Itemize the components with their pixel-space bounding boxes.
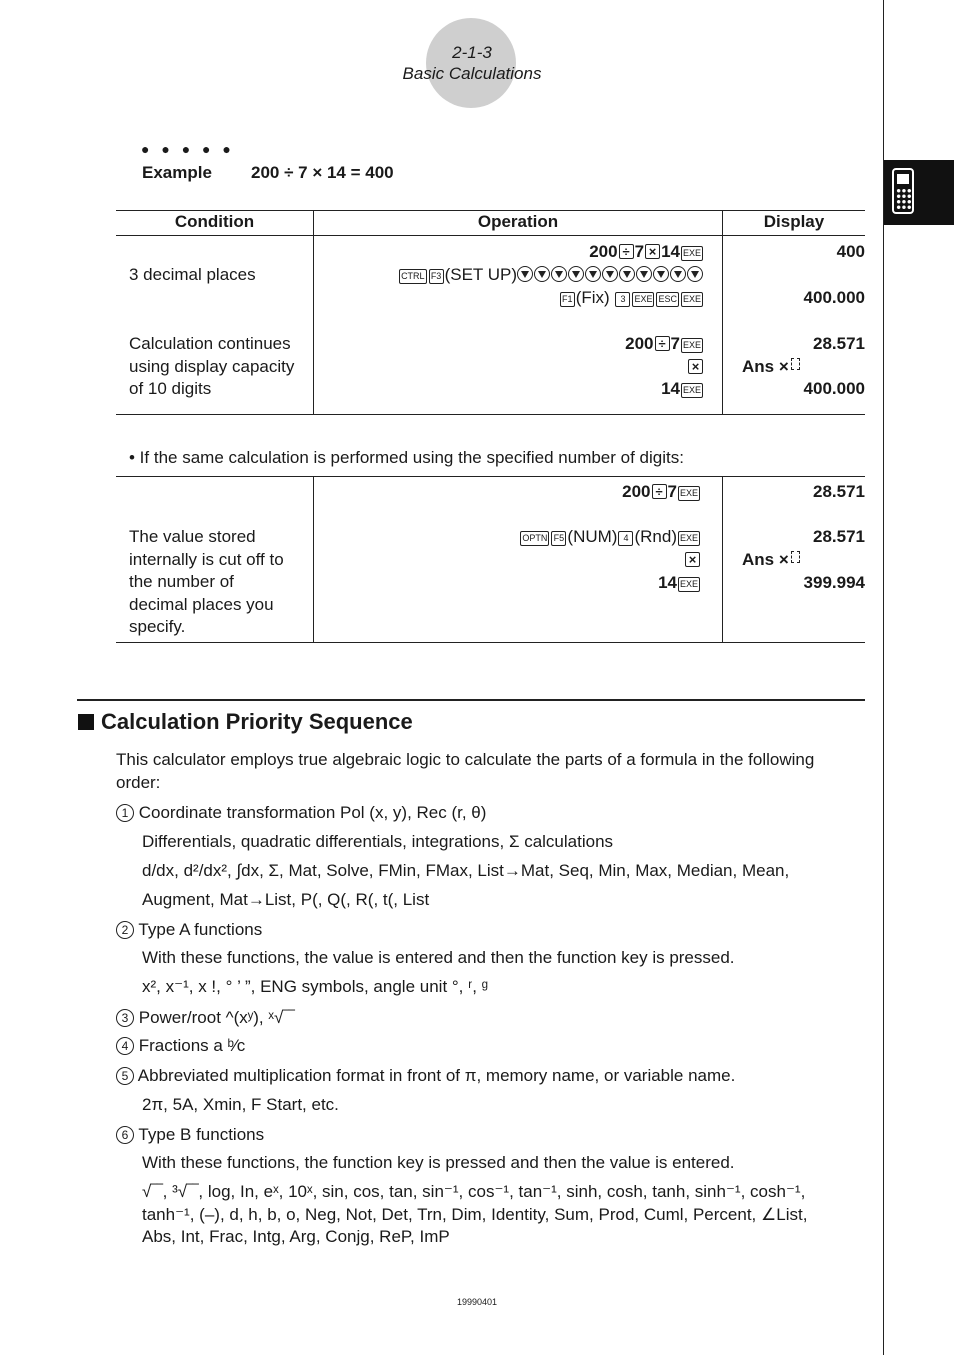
display-t2-line3: Ans ×: [742, 549, 800, 572]
exe-key: EXE: [678, 531, 700, 546]
priority-item-1-line1: Differentials, quadratic differentials, integrations, Σ calculations: [142, 832, 614, 851]
priority-item-1: 1 Coordinate transformation Pol (x, y), Rec (r, θ): [116, 801, 486, 824]
cursor-down-icon: [636, 266, 652, 282]
cursor-down-icon: [619, 266, 635, 282]
operation-t2-line3: [314, 549, 701, 572]
f5-key: F5: [551, 531, 566, 546]
display-row1-line3: 400.000: [803, 288, 865, 307]
example-expression: 200 ÷ 7 × 14 = 400: [251, 163, 394, 182]
priority-item-6-line2: √‾‾, ³√‾‾, log, In, eˣ, 10ˣ, sin, cos, tan, sin⁻¹, cos⁻¹, tan⁻¹, sinh, cosh, tanh, sinh⁻¹, cosh⁻¹,: [142, 1182, 806, 1201]
cursor-down-icon: [687, 266, 703, 282]
cursor-down-icon: [602, 266, 618, 282]
display-row1-line1: 400: [836, 242, 865, 261]
example-label: Example: [142, 163, 212, 182]
multiply-key: ×: [685, 552, 700, 567]
multiply-key: ×: [688, 359, 703, 374]
priority-item-6: 6 Type B functions: [116, 1123, 264, 1146]
display-t2-line2: 28.571: [813, 527, 865, 546]
priority-item-1-line2: d/dx, d²/dx², ∫dx, Σ, Mat, Solve, FMin, FMax, List→Mat, Seq, Min, Max, Median, Mean,: [142, 861, 790, 880]
cursor-box-icon: [791, 358, 800, 370]
operation-row2-line2: [314, 356, 704, 379]
priority-item-3: 3 Power/root ^(xʸ), ˣ√‾‾: [116, 1006, 295, 1029]
exe-key: EXE: [681, 246, 703, 261]
header-operation: Operation: [477, 212, 559, 231]
cursor-down-icon: [653, 266, 669, 282]
multiply-key: ×: [645, 244, 660, 259]
display-row2-line1: 28.571: [813, 334, 865, 353]
chapter-tab: [884, 160, 954, 225]
header-circle: [426, 18, 516, 108]
priority-item-5-line1: 2π, 5A, Xmin, F Start, etc.: [142, 1095, 339, 1114]
condition-rounding: The value stored internally is cut off to the number of decimal places you specify.: [129, 527, 284, 636]
cursor-down-icon: [534, 266, 550, 282]
example-dots: ● ● ● ● ●: [141, 141, 235, 157]
condition-row2: Calculation continues using display capacity of 10 digits: [129, 334, 295, 398]
header-display: Display: [763, 212, 825, 231]
intro-line1: This calculator employs true algebraic logic to calculate the parts of a formula in the following: [116, 750, 815, 769]
display-row2-line3: 400.000: [803, 379, 865, 398]
key-3: 3: [615, 292, 630, 307]
exe-key: EXE: [681, 292, 703, 307]
header-condition: Condition: [174, 212, 255, 231]
section-rule: [77, 699, 865, 701]
optn-key: OPTN: [520, 531, 549, 546]
cursor-down-icon: [568, 266, 584, 282]
display-t2-line1: 28.571: [813, 482, 865, 501]
display-row2-line2: Ans ×: [742, 356, 800, 379]
key-4: 4: [618, 531, 633, 546]
divide-key: ÷: [655, 336, 670, 351]
exe-key: EXE: [678, 486, 700, 501]
note-text: • If the same calculation is performed using the specified number of digits:: [129, 448, 684, 467]
footer-code: 19990401: [456, 1297, 498, 1307]
exe-key: EXE: [681, 338, 703, 353]
exe-key: EXE: [632, 292, 654, 307]
priority-item-2-line1: With these functions, the value is entered and then the function key is pressed.: [142, 948, 735, 967]
section-header: Basic Calculations: [402, 64, 542, 83]
operation-t2-line2: OPTN F5 (NUM) 4 (Rnd) EXE: [522, 527, 698, 546]
cursor-down-icon: [670, 266, 686, 282]
priority-item-2-line2: x², x⁻¹, x !, ° ’ ”, ENG symbols, angle unit °, ʳ, ᵍ: [142, 977, 489, 996]
display-t2-line4: 399.994: [803, 573, 865, 592]
section-title: Calculation Priority Sequence: [78, 709, 413, 735]
operation-t2-line1: 200 ÷ 7 EXE: [622, 482, 698, 501]
operation-row2-line3: 14 EXE: [661, 379, 701, 398]
ctrl-key: CTRL: [399, 269, 427, 284]
priority-item-6-line1: With these functions, the function key is pressed and then the value is entered.: [142, 1153, 735, 1172]
f3-key: F3: [429, 269, 444, 284]
page-number: 2-1-3: [452, 43, 492, 62]
calculator-icon: [892, 168, 914, 214]
cursor-down-icon: [517, 266, 533, 282]
operation-row1-line1: 200 ÷ 7 × 14 EXE: [589, 242, 701, 261]
priority-item-5: 5 Abbreviated multiplication format in front of π, memory name, or variable name.: [116, 1064, 735, 1087]
priority-item-6-line4: Abs, Int, Frac, Intg, Arg, Conjg, ReP, ImP: [142, 1227, 450, 1246]
exe-key: EXE: [681, 383, 703, 398]
priority-item-1-line3: Augment, Mat→List, P(, Q(, R(, t(, List: [142, 890, 430, 909]
cursor-down-icon: [551, 266, 567, 282]
exe-key: EXE: [678, 577, 700, 592]
operation-t2-line4: 14 EXE: [658, 573, 698, 592]
intro-line2: order:: [116, 773, 161, 792]
f1-key: F1: [560, 292, 575, 307]
divide-key: ÷: [652, 484, 667, 499]
operation-row2-line1: 200 ÷ 7 EXE: [625, 334, 701, 353]
cursor-down-icon: [585, 266, 601, 282]
cursor-down-keys: [517, 265, 704, 284]
square-bullet-icon: [78, 714, 94, 730]
operation-row1-line2: CTRL F3 (SET UP): [314, 264, 704, 287]
priority-item-4: 4 Fractions a ᵇ⁄c: [116, 1034, 245, 1057]
priority-item-2: 2 Type A functions: [116, 918, 262, 941]
cursor-box-icon: [791, 551, 800, 563]
divide-key: ÷: [619, 244, 634, 259]
operation-row1-line3: F1 (Fix) 3 EXE ESC EXE: [314, 287, 704, 310]
esc-key: ESC: [656, 292, 679, 307]
priority-item-6-line3: tanh⁻¹, (–), d, h, b, o, Neg, Not, Det, Trn, Dim, Identity, Sum, Prod, Cuml, Percent, ∠List,: [142, 1205, 808, 1224]
condition-row1: 3 decimal places: [129, 265, 256, 284]
